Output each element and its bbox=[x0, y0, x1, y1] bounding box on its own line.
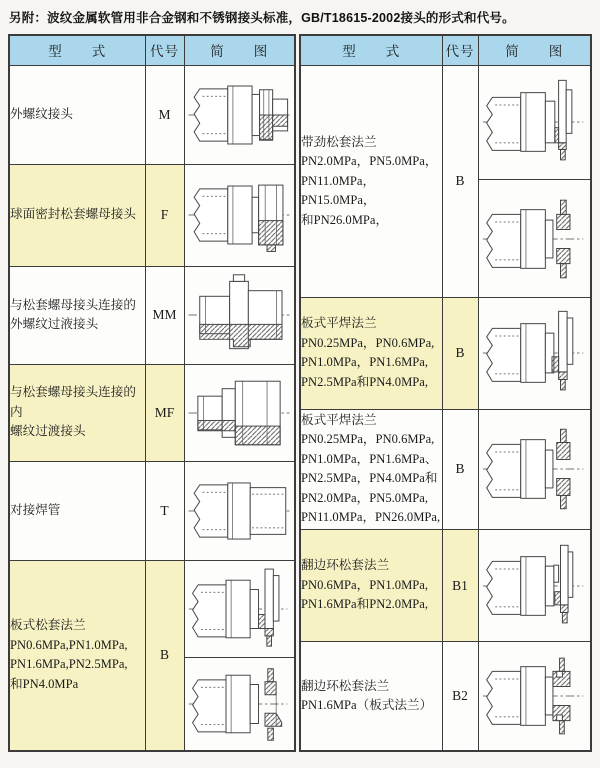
type-line: 螺纹过渡接头 bbox=[10, 424, 86, 439]
code-cell: M bbox=[145, 65, 184, 164]
code-cell: B2 bbox=[442, 642, 478, 751]
header-type-cell: 型 式 bbox=[9, 35, 145, 65]
header-type-cell: 型 式 bbox=[300, 35, 442, 65]
page-title: 另附：波纹金属软管用非合金钢和不锈钢接头标准，GB/T18615-2002接头的形式和代号。 bbox=[9, 11, 515, 25]
neck-loose-flange-front-diagram bbox=[481, 77, 587, 167]
type-line: PN1.6MPa和PN2.0MPa, bbox=[301, 597, 429, 612]
header-diagram-cell: 简 图 bbox=[184, 35, 295, 65]
header-code-cell: 代号 bbox=[145, 35, 184, 65]
type-cell bbox=[9, 164, 145, 266]
type-line: PN0.25MPa，PN0.6MPa, bbox=[301, 335, 435, 350]
type-line: PN2.5MPa和PN4.0MPa, bbox=[301, 374, 429, 389]
code-cell: B1 bbox=[442, 529, 478, 641]
type-line: PN1.0MPa，PN1.6MPa、 bbox=[301, 451, 438, 466]
plate-weld-flange-section-diagram bbox=[481, 424, 587, 514]
diagram-cell bbox=[478, 409, 591, 529]
diagram-cell bbox=[478, 642, 591, 751]
male-male-adapter-diagram bbox=[186, 272, 292, 358]
type-cell bbox=[9, 461, 145, 560]
type-cell bbox=[9, 364, 145, 461]
code-cell: MM bbox=[145, 266, 184, 364]
code-cell: B bbox=[442, 409, 478, 529]
type-line: 与松套螺母接头连接的内 bbox=[10, 385, 136, 419]
type-line: PN0.25MPa，PN0.6MPa, bbox=[301, 432, 435, 447]
code-cell: T bbox=[145, 461, 184, 560]
spherical-seal-nut-fitting-diagram bbox=[186, 172, 292, 258]
right-table bbox=[299, 34, 592, 752]
diagram-cell bbox=[184, 560, 295, 657]
diagram-cell bbox=[184, 266, 295, 364]
type-line: 翻边环松套法兰 bbox=[301, 678, 390, 693]
plate-loose-flange-section-diagram bbox=[187, 660, 291, 748]
male-thread-fitting-diagram bbox=[186, 72, 292, 158]
flanged-ring-loose-flange-diagram bbox=[481, 541, 587, 631]
diagram-cell bbox=[184, 65, 295, 164]
type-cell bbox=[300, 65, 442, 298]
plate-loose-flange-front-diagram bbox=[187, 565, 291, 653]
type-line: 和PN4.0MPa bbox=[10, 676, 79, 691]
butt-weld-pipe-diagram bbox=[186, 468, 292, 554]
type-line: PN2.0MPa，PN5.0MPa, bbox=[301, 490, 429, 505]
diagram-cell bbox=[184, 461, 295, 560]
code-cell: B bbox=[442, 65, 478, 298]
type-cell bbox=[9, 266, 145, 364]
diagram-cell bbox=[478, 65, 591, 179]
flanged-ring-plate-flange-section-diagram bbox=[481, 651, 587, 741]
male-female-adapter-diagram bbox=[186, 370, 292, 456]
diagram-cell bbox=[478, 298, 591, 409]
diagram-cell bbox=[184, 657, 295, 751]
type-cell bbox=[300, 298, 442, 409]
type-cell bbox=[300, 529, 442, 641]
type-line: PN0.6MPa，PN1.0MPa, bbox=[301, 577, 429, 592]
code-cell: B bbox=[145, 560, 184, 751]
type-line: 翻边环松套法兰 bbox=[301, 558, 390, 573]
type-cell bbox=[300, 409, 442, 529]
diagram-cell bbox=[184, 164, 295, 266]
left-table bbox=[8, 34, 296, 752]
type-line: PN2.0MPa，PN5.0MPa， bbox=[301, 154, 438, 169]
neck-loose-flange-section-diagram bbox=[481, 194, 587, 284]
type-line: 带劲松套法兰 bbox=[301, 134, 377, 149]
type-line: 对接焊管 bbox=[10, 502, 61, 517]
diagram-cell bbox=[478, 179, 591, 297]
type-line: PN1.0MPa，PN1.6MPa, bbox=[301, 355, 429, 370]
type-line: 外螺纹过液接头 bbox=[10, 317, 99, 331]
type-line: 球面密封松套螺母接头 bbox=[10, 207, 136, 222]
type-cell bbox=[300, 642, 442, 751]
tables-container bbox=[8, 34, 600, 752]
type-line: 和PN26.0MPa， bbox=[301, 212, 389, 227]
type-line: 外螺纹接头 bbox=[10, 106, 73, 121]
code-cell: B bbox=[442, 298, 478, 409]
header-diagram-cell: 简 图 bbox=[478, 35, 591, 65]
type-line: 板式平焊法兰 bbox=[301, 412, 377, 427]
type-line: PN0.6MPa,PN1.0MPa, bbox=[10, 637, 128, 652]
type-line: PN1.6MPa（板式法兰） bbox=[301, 698, 433, 713]
type-line: PN11.0MPa，PN26.0MPa, bbox=[301, 510, 441, 525]
type-line: PN11.0MPa，PN15.0MPa， bbox=[301, 173, 376, 208]
type-cell bbox=[9, 65, 145, 164]
type-line: PN2.5MPa，PN4.0MPa和 bbox=[301, 471, 438, 486]
type-line: PN1.6MPa,PN2.5MPa, bbox=[10, 657, 128, 672]
code-cell: MF bbox=[145, 364, 184, 461]
plate-weld-flange-front-diagram bbox=[481, 308, 587, 398]
type-line: 板式松套法兰 bbox=[10, 618, 86, 633]
type-line: 板式平焊法兰 bbox=[301, 316, 377, 331]
diagram-cell bbox=[184, 364, 295, 461]
type-line: 与松套螺母接头连接的 bbox=[10, 297, 136, 312]
code-cell: F bbox=[145, 164, 184, 266]
diagram-cell bbox=[478, 529, 591, 641]
type-cell bbox=[9, 560, 145, 751]
header-code-cell: 代号 bbox=[442, 35, 478, 65]
